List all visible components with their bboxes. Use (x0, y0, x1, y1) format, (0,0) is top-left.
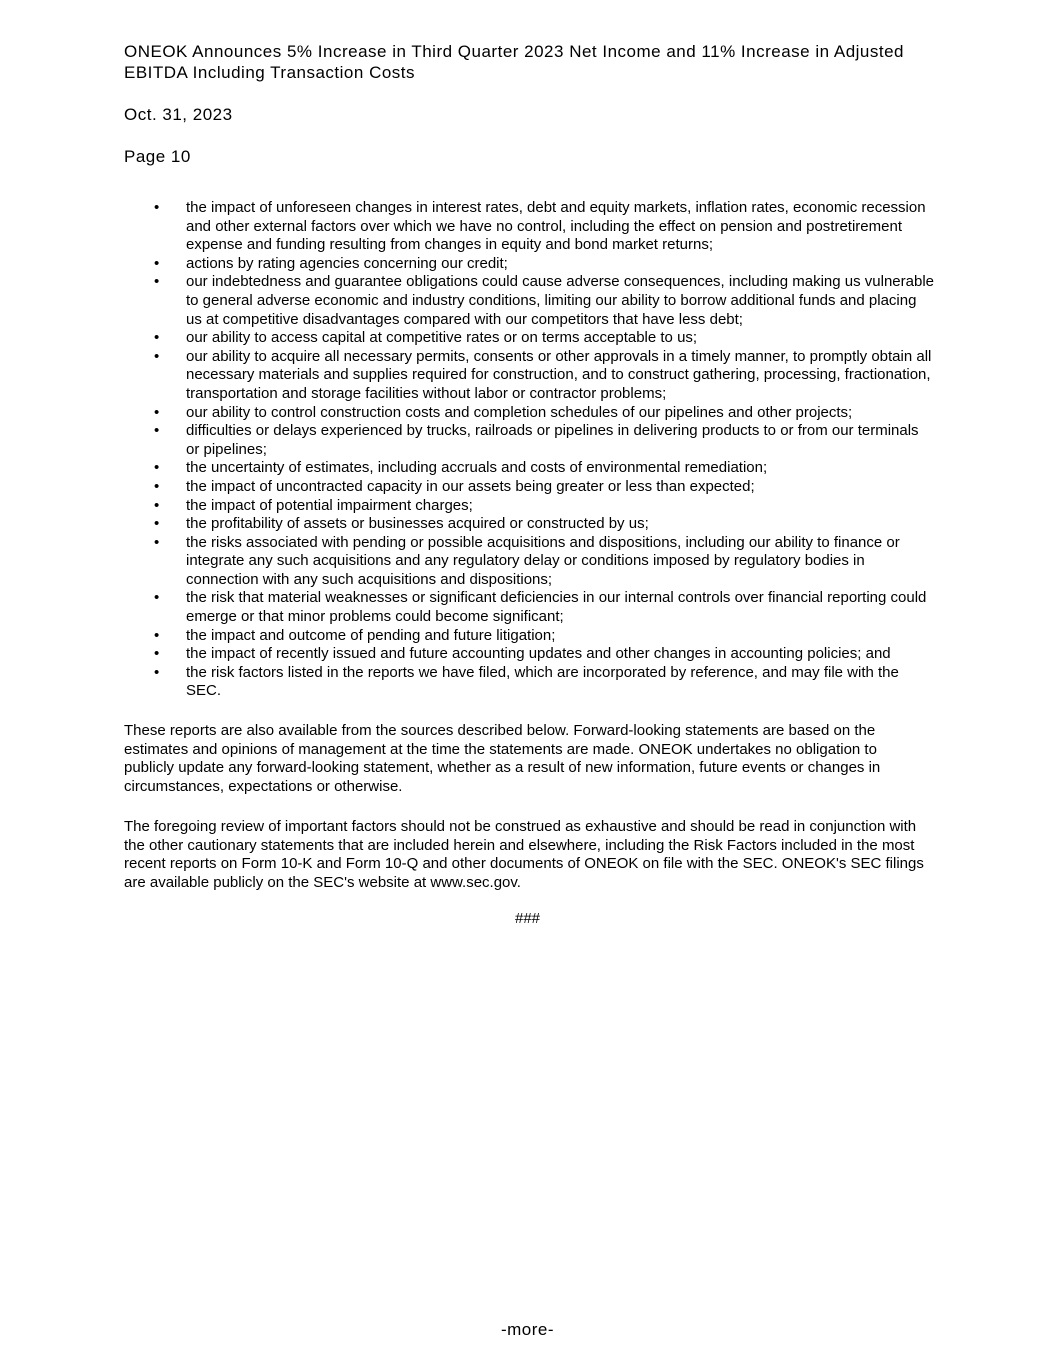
section-end-mark: ### (514, 910, 541, 927)
list-item (124, 497, 934, 516)
list-item (124, 199, 934, 255)
page-number: Page 10 (124, 147, 191, 166)
list-item-text: our ability to access capital at competitive rates or on terms acceptable to us; (186, 329, 698, 347)
list-item-text: the impact of unforeseen changes in interest rates, debt and equity markets, inflation rates, economic recession and other external factors over which we have no control, including the effect on pension and postretirement expense and funding resulting from changes in equity and bond market returns; (186, 199, 926, 254)
list-item-text: the impact of potential impairment charges; (186, 496, 473, 514)
list-item-text: the uncertainty of estimates, including accruals and costs of environmental remediation; (186, 459, 768, 477)
bullet-icon: • (154, 477, 160, 495)
list-item (124, 255, 934, 274)
list-item-text: the impact of recently issued and future accounting updates and other changes in accounting policies; and (186, 645, 891, 663)
list-item-text: our ability to acquire all necessary permits, consents or other approvals in a timely manner, to promptly obtain all necessary materials and supplies required for construction, and to construct gathering, processing, fractionation, transportation and storage facilities without labor or contractor problems; (186, 347, 932, 402)
forward-looking-paragraph: These reports are also available from the sources described below. Forward-looking statements are based on the estimates and opinions of management at the time the statements are made. ONEOK undertakes no obligation to publicly update any forward-looking statement, whether as a result of new information, future events or changes in circumstances, expectations or otherwise. (124, 722, 881, 795)
bullet-icon: • (154, 329, 160, 347)
list-item (124, 329, 934, 348)
list-item-text: our ability to control construction costs and completion schedules of our pipelines and other projects; (186, 403, 853, 421)
bullet-icon: • (154, 422, 160, 440)
list-item-text: the profitability of assets or businesses acquired or constructed by us; (186, 515, 649, 533)
bullet-icon: • (154, 347, 160, 365)
list-item-text: the risk factors listed in the reports we have filed, which are incorporated by reference, and may file with the SEC. (186, 663, 899, 700)
page-header (124, 41, 944, 167)
document-date: Oct. 31, 2023 (124, 105, 233, 124)
list-item-text: the impact of uncontracted capacity in our assets being greater or less than expected; (186, 477, 755, 495)
bullet-icon: • (154, 459, 160, 477)
risk-factor-list (124, 199, 934, 701)
bullet-icon: • (154, 589, 160, 607)
bullet-icon: • (154, 533, 160, 551)
list-item (124, 273, 934, 329)
bullet-icon: • (154, 496, 160, 514)
list-item (124, 422, 934, 459)
list-item (124, 589, 934, 626)
list-item-text: our indebtedness and guarantee obligations could cause adverse consequences, including making us vulnerable to general adverse economic and industry conditions, limiting our ability to borrow additional funds and placing us at competitive disadvantages compared with our competitors that have less debt; (186, 273, 935, 328)
document-title: ONEOK Announces 5% Increase in Third Quarter 2023 Net Income and 11% Increase in Adjusted EBITDA Including Transaction Costs (124, 42, 905, 82)
page-footer: -more- (500, 1320, 555, 1339)
bullet-icon: • (154, 645, 160, 663)
list-item (124, 664, 934, 701)
cautionary-paragraph: The foregoing review of important factors should not be construed as exhaustive and should be read in conjunction with the other cautionary statements that are included herein and elsewhere, including the Risk Factors included in the most recent reports on Form 10-K and Form 10-Q and other documents of ONEOK on file with the SEC. ONEOK's SEC filings are available publicly on the SEC's website at www.sec.gov. (124, 818, 924, 891)
list-item (124, 478, 934, 497)
bullet-icon: • (154, 515, 160, 533)
list-item (124, 404, 934, 423)
list-item (124, 534, 934, 590)
list-item-text: the risk that material weaknesses or significant deficiencies in our internal controls over financial reporting could emerge or that minor problems could become significant; (186, 589, 927, 626)
list-item-text: the impact and outcome of pending and future litigation; (186, 626, 556, 644)
bullet-icon: • (154, 626, 160, 644)
list-item (124, 627, 934, 646)
list-item (124, 459, 934, 478)
list-item (124, 515, 934, 534)
list-item-text: the risks associated with pending or possible acquisitions and dispositions, including our ability to finance or integrate any such acquisitions and any regulatory delay or conditions imposed by regulatory bodies in connection with any such acquisitions and dispositions; (186, 533, 900, 588)
list-item (124, 645, 934, 664)
list-item-text: actions by rating agencies concerning our credit; (186, 254, 508, 272)
bullet-icon: • (154, 254, 160, 272)
bullet-icon: • (154, 663, 160, 681)
bullet-icon: • (154, 199, 160, 216)
bullet-icon: • (154, 273, 160, 291)
list-item (124, 348, 934, 404)
bullet-icon: • (154, 403, 160, 421)
list-item-text: difficulties or delays experienced by trucks, railroads or pipelines in delivering products to or from our terminals or pipelines; (186, 422, 919, 458)
